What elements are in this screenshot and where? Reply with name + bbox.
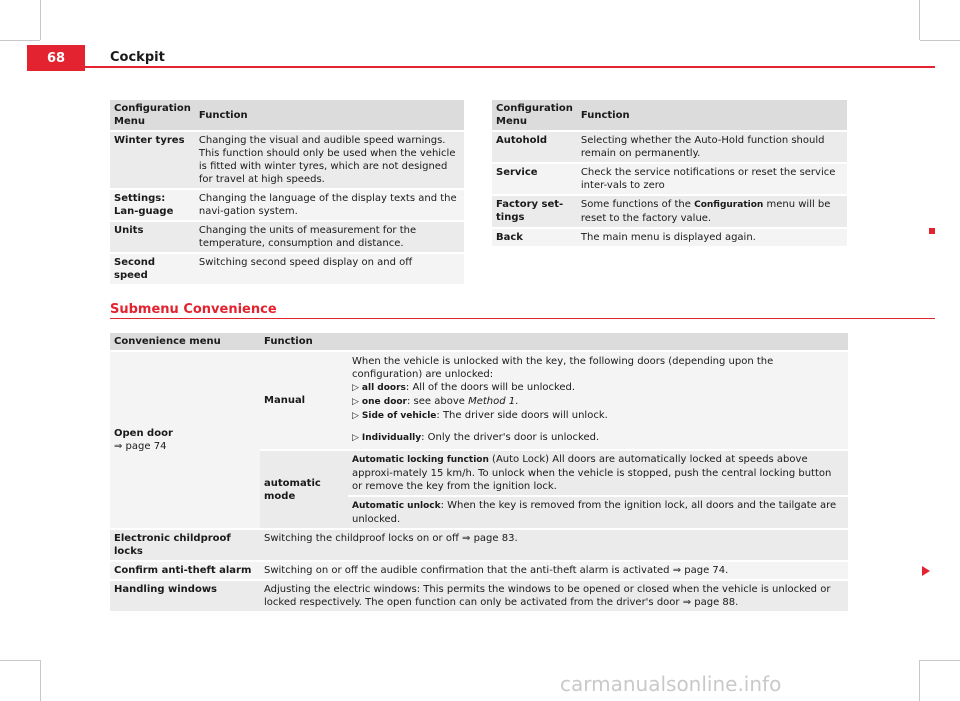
crop-mark <box>920 660 960 661</box>
table-row <box>492 196 847 229</box>
table-row <box>110 530 848 562</box>
configuration-table-right <box>492 100 847 248</box>
crop-mark <box>919 0 920 40</box>
column-header: Configuration Menu <box>110 100 195 132</box>
row-text: The main menu is displayed again. <box>577 229 847 248</box>
triangle-bullet-icon: ▷ <box>352 383 359 393</box>
watermark: carmanualsonline.info <box>560 672 782 696</box>
triangle-bullet-icon: ▷ <box>352 397 359 407</box>
list-item: ▷ Side of vehicle: The driver side doors will unlock. <box>352 410 608 421</box>
row-text: Some functions of the Configuration menu will be reset to the factory value. <box>577 196 847 229</box>
row-text: Switching second speed display on and off <box>195 254 464 286</box>
convenience-table <box>110 333 848 613</box>
row-label: Back <box>492 229 577 248</box>
table-row <box>110 562 848 581</box>
open-door-cell <box>110 352 260 530</box>
row-label: Units <box>110 222 195 254</box>
section-title: Submenu Convenience <box>110 302 277 317</box>
column-header: Function <box>260 333 848 352</box>
table-row <box>110 254 464 286</box>
crop-mark <box>919 660 920 701</box>
crop-mark <box>0 660 40 661</box>
table-header-row <box>110 100 464 132</box>
header-divider <box>85 66 935 68</box>
table-row <box>110 352 848 451</box>
column-header: Configuration Menu <box>492 100 577 132</box>
row-text: Selecting whether the Auto-Hold function should remain on permanently. <box>577 132 847 164</box>
row-label: automatic mode <box>260 451 348 530</box>
manual-intro: When the vehicle is unlocked with the key, the following doors (depending upon the configuration) are unlocked: <box>352 356 774 380</box>
crop-mark <box>40 0 41 40</box>
row-label: Autohold <box>492 132 577 164</box>
section-end-icon <box>929 228 935 234</box>
page-number: 68 <box>27 45 85 71</box>
table-row <box>110 222 464 254</box>
configuration-table-left <box>110 100 464 286</box>
triangle-bullet-icon: ▷ <box>352 433 359 443</box>
table-row <box>492 229 847 248</box>
column-header: Function <box>577 100 847 132</box>
row-label: Open door <box>114 428 173 439</box>
page-title: Cockpit <box>110 50 165 65</box>
row-text: Check the service notifications or reset the service inter-vals to zero <box>577 164 847 196</box>
row-label: Manual <box>260 352 348 451</box>
row-label: Electronic childproof locks <box>110 530 260 562</box>
auto-lock-description: Automatic locking function (Auto Lock) All doors are automatically locked at speeds above approxi-mately 15 km/h. To unlock when the vehicle is stopped, push the central locking button or remove the key from the ignition lock. <box>348 451 848 497</box>
row-label: Winter tyres <box>110 132 195 190</box>
table-row <box>110 132 464 190</box>
list-item: ▷ all doors: All of the doors will be unlocked. <box>352 382 576 393</box>
column-header: Function <box>195 100 464 132</box>
list-item: ▷ Individually: Only the driver's door is unlocked. <box>352 432 600 443</box>
row-text: Changing the units of measurement for the temperature, consumption and distance. <box>195 222 464 254</box>
table-header-row <box>492 100 847 132</box>
row-text: Adjusting the electric windows: This permits the windows to be opened or closed when the vehicle is unlocked or locked respectively. The open function can only be activated from the driver's door ⇒ page 88. <box>260 581 848 613</box>
row-label: Factory set-tings <box>492 196 577 229</box>
table-row <box>110 190 464 222</box>
crop-mark <box>40 660 41 701</box>
row-label: Confirm anti-theft alarm <box>110 562 260 581</box>
triangle-bullet-icon: ▷ <box>352 411 359 421</box>
column-header: Convenience menu <box>110 333 260 352</box>
continue-arrow-icon <box>922 566 930 576</box>
page-reference: ⇒ page 74 <box>114 441 167 452</box>
row-text: Switching on or off the audible confirmation that the anti-theft alarm is activated ⇒ page 74. <box>260 562 848 581</box>
crop-mark <box>0 40 40 41</box>
manual-description <box>348 352 848 451</box>
auto-unlock-description: Automatic unlock: When the key is removed from the ignition lock, all doors and the tailgate are unlocked. <box>348 497 848 530</box>
row-text: Changing the visual and audible speed warnings. This function should only be used when the vehicle is fitted with winter tyres, which are not designed for travel at high speeds. <box>195 132 464 190</box>
table-header-row <box>110 333 848 352</box>
row-label: Second speed <box>110 254 195 286</box>
table-row <box>110 581 848 613</box>
row-label: Handling windows <box>110 581 260 613</box>
section-divider <box>110 318 935 319</box>
crop-mark <box>920 40 960 41</box>
row-label: Settings: Lan-guage <box>110 190 195 222</box>
row-text: Switching the childproof locks on or off ⇒ page 83. <box>260 530 848 562</box>
row-text: Changing the language of the display texts and the navi-gation system. <box>195 190 464 222</box>
list-item: ▷ one door: see above Method 1. <box>352 396 519 407</box>
table-row <box>492 132 847 164</box>
table-row <box>492 164 847 196</box>
row-label: Service <box>492 164 577 196</box>
